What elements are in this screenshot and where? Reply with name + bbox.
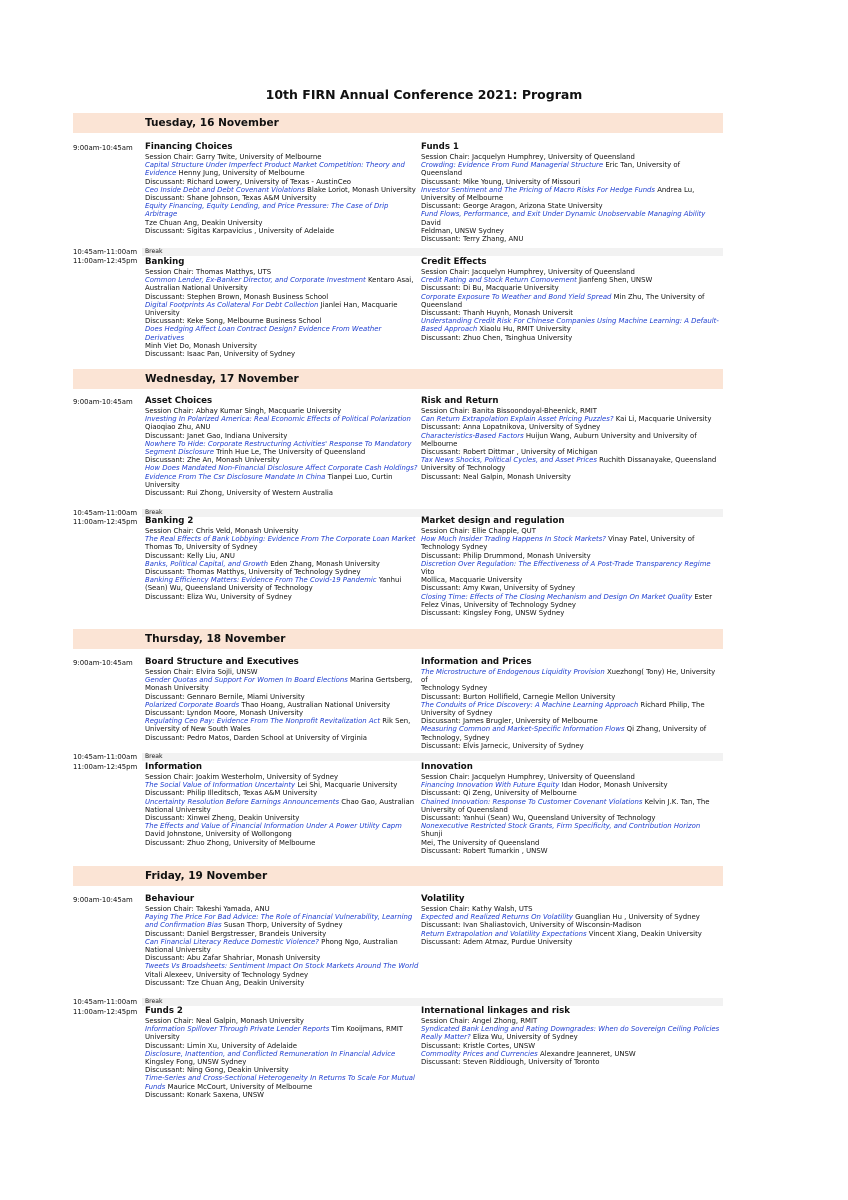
paper-link[interactable]: and Confirmation Bias [145, 921, 222, 930]
paper-link[interactable]: Discretion Over Regulation: The Effectiveness of A Post-Trade Transparency Regime [421, 559, 711, 568]
session-funds-1 [421, 142, 723, 243]
paper-title-line [145, 1074, 420, 1082]
presenter-text: University [145, 1033, 180, 1042]
presenter: Eden Zhang, Monash University [268, 559, 380, 568]
presenter: Kelvin J.K. Tan, The [642, 797, 710, 806]
paper-link[interactable]: Paying The Price For Bad Advice: The Role of Financial Vulnerability, Learning [145, 913, 413, 922]
paper-link[interactable]: Banks, Political Capital, and Growth [145, 559, 268, 568]
discussant: Discussant: Abu Zafar Shahriar, Monash University [145, 954, 321, 963]
paper-link[interactable]: Chained Innovation: Response To Customer Covenant Violations [421, 797, 643, 806]
presenter-text: Mollica, Macquarie University [421, 576, 523, 585]
presenter: Guanglian Hu , University of Sydney [572, 913, 700, 922]
session-chair: Session Chair: Angel Zhong, RMIT [421, 1017, 538, 1025]
session-information-and-prices [421, 657, 723, 750]
paper-entry [421, 535, 723, 543]
day-header-friday [73, 866, 723, 886]
session-title: Credit Effects [421, 257, 487, 267]
discussant: Discussant: Isaac Pan, University of Sydney [145, 350, 296, 359]
paper-title-line [145, 913, 420, 921]
time-slot-break: 10:45am-11:00am [73, 998, 138, 1006]
paper-entry [421, 186, 723, 194]
discussant: Discussant: Stephen Brown, Monash Business School [145, 292, 329, 301]
presenter-text: Tze Chuan Ang, Deakin University [145, 218, 263, 227]
presenter: Yanhui [376, 576, 402, 585]
discussant: Discussant: Lyndon Moore, Monash University [145, 709, 304, 718]
day-label: Thursday, 18 November [145, 633, 286, 645]
paper-title-line [145, 535, 420, 543]
paper-title-line [145, 325, 420, 341]
presenter: Trinh Hue Le, The University of Queensland [213, 448, 366, 457]
discussant: Discussant: Elvis Jarnecic, University of Sydney [421, 741, 584, 750]
presenter: David [421, 218, 441, 227]
paper-link[interactable]: Nowhere To Hide: Corporate Restructuring Activities' Response To Mandatory [145, 439, 412, 448]
presenter: Andrea Lu, [655, 185, 695, 194]
presenter-text: National University [145, 946, 211, 955]
discussant: Discussant: Rui Zhong, University of Western Australia [145, 489, 334, 498]
presenter-text: David Johnstone, University of Wollongong [145, 830, 292, 839]
paper-link[interactable]: The Social Value of Information Uncertainty [145, 781, 296, 790]
presenter: Eric Tan, University of Queensland [421, 161, 681, 178]
discussant: Discussant: Pedro Matos, Darden School at University of Virginia [145, 733, 367, 742]
paper-entry [145, 798, 420, 806]
presenter: Qi Zhang, University of [624, 725, 707, 734]
presenter-text: Vitali Alexeev, University of Technology Sydney [145, 970, 309, 979]
presenter: Xiaolu Hu, RMIT University [477, 325, 571, 334]
discussant: Discussant: Ivan Shaliastovich, University of Wisconsin-Madison [421, 921, 642, 930]
paper-link[interactable]: Disclosure, Inattention, and Conflicted Remuneration In Financial Advice [145, 1049, 396, 1058]
paper-entry [421, 161, 723, 177]
session-title: Risk and Return [421, 396, 499, 406]
session-chair: Session Chair: Elvira Sojli, UNSW [145, 668, 258, 676]
paper-entry [145, 938, 420, 946]
session-chair: Session Chair: Chris Veld, Monash University [145, 527, 299, 535]
paper-link[interactable]: The Conduits of Price Discovery: A Machine Learning Approach [421, 700, 639, 709]
paper-entry [421, 293, 723, 301]
discussant: Discussant: George Aragon, Arizona State University [421, 202, 603, 211]
session-credit-effects [421, 257, 723, 342]
presenter-text: Kingsley Fong, UNSW Sydney [145, 1058, 247, 1067]
paper-link[interactable]: Common Lender, Ex-Banker Director, and Corporate Investment [145, 276, 366, 285]
paper-entry [421, 930, 723, 938]
presenter: Phong Ngo, Australian [318, 937, 398, 946]
session-chair: Session Chair: Thomas Matthys, UTS [145, 268, 272, 276]
time-slot-break: 10:45am-11:00am [73, 753, 138, 761]
paper-link[interactable]: Evidence From The Csr Disclosure Mandate In China [145, 472, 326, 481]
session-title: Funds 1 [421, 142, 459, 152]
break-row: Break [142, 998, 723, 1006]
presenter: Idan Hodor, Monash University [559, 781, 668, 790]
discussant: Discussant: Limin Xu, University of Adelaide [145, 1041, 298, 1050]
presenter: Min Zhu, The University of [611, 292, 705, 301]
presenter: Shunji [421, 830, 443, 839]
presenter-text: University [145, 309, 180, 318]
session-board-structure-and-executives [145, 657, 420, 742]
paper-link[interactable]: The Effects and Value of Financial Information Under A Power Utility Capm [145, 822, 402, 831]
presenter: Thao Hoang, Australian National University [239, 700, 391, 709]
session-chair: Session Chair: Banita Bissoondoyal-Bheenick, RMIT [421, 407, 598, 415]
paper-entry [145, 701, 420, 709]
presenter-text: Melbourne [421, 439, 458, 448]
discussant: Discussant: James Brugler, University of Melbourne [421, 717, 598, 726]
presenter: Eliza Wu, University of Sydney [470, 1033, 578, 1042]
presenter: Kentaro Asai, [365, 276, 414, 285]
paper-entry [145, 1025, 420, 1033]
discussant: Discussant: Gennaro Bernile, Miami University [145, 692, 305, 701]
session-chair: Session Chair: Kathy Walsh, UTS [421, 905, 533, 913]
paper-link[interactable]: Digital Footprints As Collateral For Debt Collection [145, 300, 319, 309]
discussant: Discussant: Anna Lopatnikova, University of Sydney [421, 423, 601, 432]
paper-link[interactable]: Closing Time: Effects of The Closing Mechanism and Design On Market Quality [421, 592, 693, 601]
paper-entry [421, 822, 723, 838]
discussant: Discussant: Sigitas Karpavicius , University of Adelaide [145, 226, 335, 235]
session-chair: Session Chair: Jacquelyn Humphrey, University of Queensland [421, 268, 635, 276]
presenter: Richard Philip, The [638, 700, 705, 709]
discussant: Discussant: Eliza Wu, University of Sydney [145, 592, 292, 601]
paper-link[interactable]: Ceo Inside Debt and Debt Covenant Violations [145, 185, 305, 194]
discussant: Discussant: Neal Galpin, Monash University [421, 472, 571, 481]
session-chair: Session Chair: Abhay Kumar Singh, Macquarie University [145, 407, 342, 415]
time-slot-am: 9:00am-10:45am [73, 144, 133, 152]
paper-entry [145, 1083, 420, 1091]
paper-entry [145, 576, 420, 584]
paper-link[interactable]: Regulating Ceo Pay: Evidence From The Nonprofit Revitalization Act [145, 717, 381, 726]
discussant: Discussant: Janet Gao, Indiana University [145, 431, 288, 440]
session-risk-and-return [421, 396, 723, 481]
paper-entry [145, 276, 420, 284]
presenter: Chao Gao, Australian [339, 797, 415, 806]
presenter-text: Felez Vinas, University of Technology Sydney [421, 600, 576, 609]
presenter: Jianfeng Shen, UNSW [576, 276, 653, 285]
paper-link[interactable]: How Much Insider Trading Happens In Stock Markets? [421, 535, 606, 544]
discussant: Discussant: Burton Hollifield, Carnegie Mellon University [421, 692, 616, 701]
session-volatility [421, 894, 723, 946]
session-funds-2 [145, 1006, 420, 1099]
break-row: Break [142, 248, 723, 256]
presenter: Susan Thorp, University of Sydney [221, 921, 343, 930]
session-chair: Session Chair: Takeshi Yamada, ANU [145, 905, 270, 913]
presenter: Ester [692, 592, 713, 601]
time-slot-break: 10:45am-11:00am [73, 248, 138, 256]
paper-title-line [145, 1050, 420, 1058]
presenter-text: Minh Viet Do, Monash University [145, 341, 257, 350]
session-title: Financing Choices [145, 142, 233, 152]
day-label: Wednesday, 17 November [145, 373, 299, 385]
day-header-wednesday [73, 369, 723, 389]
paper-entry [145, 921, 420, 929]
session-chair: Session Chair: Neal Galpin, Monash University [145, 1017, 304, 1025]
paper-link[interactable]: Can Return Extrapolation Explain Asset Pricing Puzzles? [421, 415, 614, 424]
discussant: Discussant: Adem Atmaz, Purdue University [421, 937, 573, 946]
session-title: Volatility [421, 894, 465, 904]
day-header-tuesday [73, 113, 723, 133]
paper-entry [421, 210, 723, 226]
session-title: International linkages and risk [421, 1006, 570, 1016]
paper-link[interactable]: Uncertainty Resolution Before Earnings Announcements [145, 797, 340, 806]
presenter-text: Mei, The University of Queensland [421, 838, 540, 847]
session-banking-2 [145, 516, 420, 601]
paper-link[interactable]: Equity Financing, Equity Lending, and Price Pressure: The Case of Drip Arbitrage [145, 202, 389, 219]
time-slot-pm: 11:00am-12:45pm [73, 1008, 138, 1016]
presenter: Vinay Patel, University of [605, 535, 695, 544]
time-slot-am: 9:00am-10:45am [73, 659, 133, 667]
paper-link[interactable]: Based Approach [421, 325, 478, 334]
discussant: Discussant: Robert Dittmar , University of Michigan [421, 448, 598, 457]
discussant: Discussant: Ning Gong, Deakin University [145, 1066, 289, 1075]
presenter: Maurice McCourt, University of Melbourne [165, 1082, 313, 1091]
presenter: Tianpei Luo, Curtin [325, 472, 393, 481]
presenter: Kai Li, Macquarie University [613, 415, 712, 424]
presenter-text: Qiaoqiao Zhu, ANU [145, 423, 211, 432]
presenter-text: Thomas To, University of Sydney [145, 543, 258, 552]
presenter-text: National University [145, 805, 211, 814]
paper-link[interactable]: Fund Flows, Performance, and Exit Under Dynamic Unobservable Managing Ability [421, 210, 706, 219]
time-slot-pm: 11:00am-12:45pm [73, 257, 138, 265]
paper-entry [421, 1033, 723, 1041]
presenter-text: University of Sydney [421, 709, 493, 718]
session-title: Information [145, 762, 203, 772]
paper-entry [421, 593, 723, 601]
time-slot-break: 10:45am-11:00am [73, 509, 138, 517]
day-label: Friday, 19 November [145, 870, 268, 882]
paper-link[interactable]: Segment Disclosure [145, 448, 214, 457]
discussant: Discussant: Thanh Huynh, Monash Universit [421, 309, 573, 318]
presenter: Jianlei Han, Macquarie [318, 300, 398, 309]
paper-link[interactable]: Nonexecutive Restricted Stock Grants, Firm Specificity, and Contribution Horizon [421, 822, 701, 831]
paper-entry [145, 448, 420, 456]
session-chair: Session Chair: Garry Twite, University of Melbourne [145, 153, 322, 161]
session-financing-choices [145, 142, 420, 235]
discussant: Discussant: Terry Zhang, ANU [421, 235, 524, 244]
paper-title-line [145, 415, 420, 423]
paper-entry [421, 276, 723, 284]
presenter: Ruchith Dissanayake, Queensland [596, 456, 717, 465]
session-title: Funds 2 [145, 1006, 183, 1016]
session-information [145, 762, 420, 847]
paper-entry [421, 432, 723, 440]
paper-link[interactable]: Polarized Corporate Boards [145, 700, 240, 709]
presenter: Xuezhong( Tony) He, University of [421, 668, 716, 685]
paper-entry [145, 560, 420, 568]
paper-link[interactable]: Return Extrapolation and Volatility Expectations [421, 929, 587, 938]
paper-link[interactable]: Financing Innovation With Future Equity [421, 781, 560, 790]
paper-title-line [145, 962, 420, 970]
paper-entry [145, 186, 420, 194]
presenter-text: Technology Sydney [421, 684, 488, 693]
paper-entry [145, 473, 420, 481]
paper-link[interactable]: Gender Quotas and Support For Women In Board Elections [145, 676, 348, 685]
paper-entry [421, 668, 723, 684]
paper-entry [421, 781, 723, 789]
session-title: Information and Prices [421, 657, 532, 667]
paper-entry [421, 560, 723, 576]
session-title: Banking 2 [145, 516, 194, 526]
paper-link[interactable]: Investor Sentiment and The Pricing of Macro Risks For Hedge Funds [421, 185, 656, 194]
paper-link[interactable]: Measuring Common and Market-Specific Information Flows [421, 725, 625, 734]
session-banking [145, 257, 420, 358]
time-slot-pm: 11:00am-12:45pm [73, 518, 138, 526]
paper-link[interactable]: How Does Mandated Non-Financial Disclosure Affect Corporate Cash Holdings? [145, 464, 418, 473]
presenter-text: Technology Sydney [421, 543, 488, 552]
paper-entry [421, 456, 723, 464]
session-behaviour [145, 894, 420, 987]
paper-link[interactable]: Information Spillover Through Private Lender Reports [145, 1025, 330, 1034]
paper-link[interactable]: The Real Effects of Bank Lobbying: Evidence From The Corporate Loan Market [145, 535, 416, 544]
session-title: Behaviour [145, 894, 195, 904]
paper-link[interactable]: Understanding Credit Risk For Chinese Companies Using Machine Learning: A Default- [421, 317, 719, 326]
paper-entry [145, 717, 420, 725]
paper-link[interactable]: Really Matter? [421, 1033, 471, 1042]
break-row: Break [142, 753, 723, 761]
paper-link[interactable]: Credit Rating and Stock Return Comovement [421, 276, 577, 285]
presenter-text: Monash University [145, 684, 209, 693]
presenter-text: Feldman, UNSW Sydney [421, 226, 504, 235]
discussant: Discussant: Amy Kwan, University of Sydney [421, 584, 576, 593]
paper-entry [421, 913, 723, 921]
presenter: Rik Sen, [380, 717, 411, 726]
paper-link[interactable]: Corporate Exposure To Weather and Bond Yield Spread [421, 292, 612, 301]
paper-link[interactable]: Tax News Shocks, Political Cycles, and Asset Prices [421, 456, 597, 465]
paper-entry [145, 301, 420, 309]
presenter-text: University of Technology [421, 464, 506, 473]
presenter: Tim Kooijmans, RMIT [329, 1025, 404, 1034]
session-innovation [421, 762, 723, 855]
discussant: Discussant: Zhe An, Monash University [145, 456, 280, 465]
session-chair: Session Chair: Jacquelyn Humphrey, University of Queensland [421, 153, 635, 161]
presenter-text: University of Queensland [421, 805, 508, 814]
discussant: Discussant: Richard Lowery, University of Texas - AustinCeo [145, 177, 352, 186]
paper-entry [421, 725, 723, 733]
discussant: Discussant: Konark Saxena, UNSW [145, 1090, 265, 1099]
presenter: Vincent Xiang, Deakin University [586, 929, 702, 938]
presenter-text: (Sean) Wu, Queensland University of Technology [145, 584, 313, 593]
discussant: Discussant: Tze Chuan Ang, Deakin University [145, 978, 305, 987]
discussant: Discussant: Kelly Liu, ANU [145, 551, 235, 560]
paper-entry [421, 1050, 723, 1058]
discussant: Discussant: Kristle Cortes, UNSW [421, 1041, 536, 1050]
break-row: Break [142, 509, 723, 517]
paper-link[interactable]: Funds [145, 1082, 166, 1091]
presenter-text: Australian National University [145, 284, 248, 293]
paper-link[interactable]: The Microstructure of Endogenous Liquidity Provision [421, 668, 605, 676]
paper-link[interactable]: Crowding: Evidence From Fund Managerial Structure [421, 161, 604, 170]
discussant: Discussant: Zhuo Zhong, University of Melbourne [145, 838, 316, 847]
paper-link[interactable]: Evidence [145, 169, 177, 178]
discussant: Discussant: Steven Riddiough, University of Toronto [421, 1058, 600, 1067]
presenter-text: Technology, Sydney [421, 733, 490, 742]
session-title: Asset Choices [145, 396, 213, 406]
paper-link[interactable]: Characteristics-Based Factors [421, 431, 524, 440]
discussant: Discussant: Philip Illeditsch, Texas A&M University [145, 789, 318, 798]
discussant: Discussant: Yanhui (Sean) Wu, Queensland University of Technology [421, 814, 656, 823]
presenter: Alexandre Jeanneret, UNSW [537, 1049, 636, 1058]
discussant: Discussant: Zhuo Chen, Tsinghua University [421, 333, 573, 342]
session-international-linkages-and-risk [421, 1006, 723, 1066]
presenter: Marina Gertsberg, [347, 676, 413, 685]
page-title: 10th FIRN Annual Conference 2021: Program [265, 87, 583, 102]
paper-link[interactable]: Investing In Polarized America: Real Economic Effects of Political Polarization [145, 415, 411, 424]
day-label: Tuesday, 16 November [145, 117, 279, 129]
session-chair: Session Chair: Joakim Westerholm, University of Sydney [145, 773, 339, 781]
presenter: Henny Jung, University of Melbourne [176, 169, 305, 178]
paper-title-line [145, 202, 420, 218]
discussant: Discussant: Qi Zeng, University of Melbourne [421, 789, 577, 798]
day-header-thursday [73, 629, 723, 649]
time-slot-am: 9:00am-10:45am [73, 896, 133, 904]
paper-link[interactable]: Capital Structure Under Imperfect Product Market Competition: Theory and [145, 161, 405, 170]
discussant: Discussant: Shane Johnson, Texas A&M University [145, 194, 317, 203]
paper-title-line [145, 440, 420, 448]
paper-link[interactable]: Tweets Vs Broadsheets: Sentiment Impact On Stock Markets Around The World [145, 962, 419, 971]
presenter-text: University [145, 480, 180, 489]
session-title: Innovation [421, 762, 473, 772]
session-title: Market design and regulation [421, 516, 565, 526]
paper-link[interactable]: Time-Series and Cross-Sectional Heterogeneity In Returns To Scale For Mutual [145, 1074, 415, 1083]
time-slot-am: 9:00am-10:45am [73, 398, 133, 406]
paper-entry [145, 781, 420, 789]
presenter: Vito [421, 568, 435, 577]
paper-link[interactable]: Expected and Realized Returns On Volatility [421, 913, 573, 922]
presenter: Blake Loriot, Monash University [304, 185, 416, 194]
paper-entry [421, 415, 723, 423]
paper-entry [145, 169, 420, 177]
discussant: Discussant: Xinwei Zheng, Deakin University [145, 814, 300, 823]
session-title: Banking [145, 257, 185, 267]
session-title: Board Structure and Executives [145, 657, 299, 667]
paper-link[interactable]: Commodity Prices and Currencies [421, 1049, 538, 1058]
session-asset-choices [145, 396, 420, 497]
paper-title-line [145, 161, 420, 169]
time-slot-pm: 11:00am-12:45pm [73, 763, 138, 771]
paper-link[interactable]: Can Financial Literacy Reduce Domestic Violence? [145, 937, 319, 946]
discussant: Discussant: Philip Drummond, Monash University [421, 551, 591, 560]
discussant: Discussant: Di Bu, Macquarie University [421, 284, 559, 293]
discussant: Discussant: Daniel Bergstresser, Brandeis University [145, 929, 327, 938]
paper-entry [421, 798, 723, 806]
discussant: Discussant: Mike Young, University of Missouri [421, 177, 581, 186]
session-chair: Session Chair: Ellie Chapple, QUT [421, 527, 536, 535]
paper-link[interactable]: Does Hedging Affect Loan Contract Design? Evidence From Weather Derivatives [145, 325, 382, 342]
paper-title-line [145, 822, 420, 830]
session-chair: Session Chair: Jacquelyn Humphrey, University of Queensland [421, 773, 635, 781]
paper-entry [421, 325, 723, 333]
discussant: Discussant: Thomas Matthys, University of Technology Sydney [145, 568, 361, 577]
presenter-text: Queensland [421, 300, 463, 309]
paper-title-line [421, 317, 723, 325]
paper-title-line [421, 1025, 723, 1033]
paper-entry [145, 676, 420, 684]
paper-title-line [145, 464, 420, 472]
presenter: Huijun Wang, Auburn University and University of [523, 431, 697, 440]
discussant: Discussant: Keke Song, Melbourne Business School [145, 317, 322, 326]
presenter-text: University of Melbourne [421, 194, 504, 203]
discussant: Discussant: Kingsley Fong, UNSW Sydney [421, 609, 565, 618]
presenter: Lei Shi, Macquarie University [295, 781, 398, 790]
discussant: Discussant: Robert Tumarkin , UNSW [421, 846, 548, 855]
paper-link[interactable]: Syndicated Bank Lending and Rating Downgrades: When do Sovereign Ceiling Policies [421, 1025, 720, 1034]
presenter-text: University of New South Wales [145, 725, 251, 734]
paper-link[interactable]: Banking Efficiency Matters: Evidence From The Covid-19 Pandemic [145, 576, 377, 585]
paper-entry [421, 701, 723, 709]
session-market-design-and-regulation [421, 516, 723, 617]
